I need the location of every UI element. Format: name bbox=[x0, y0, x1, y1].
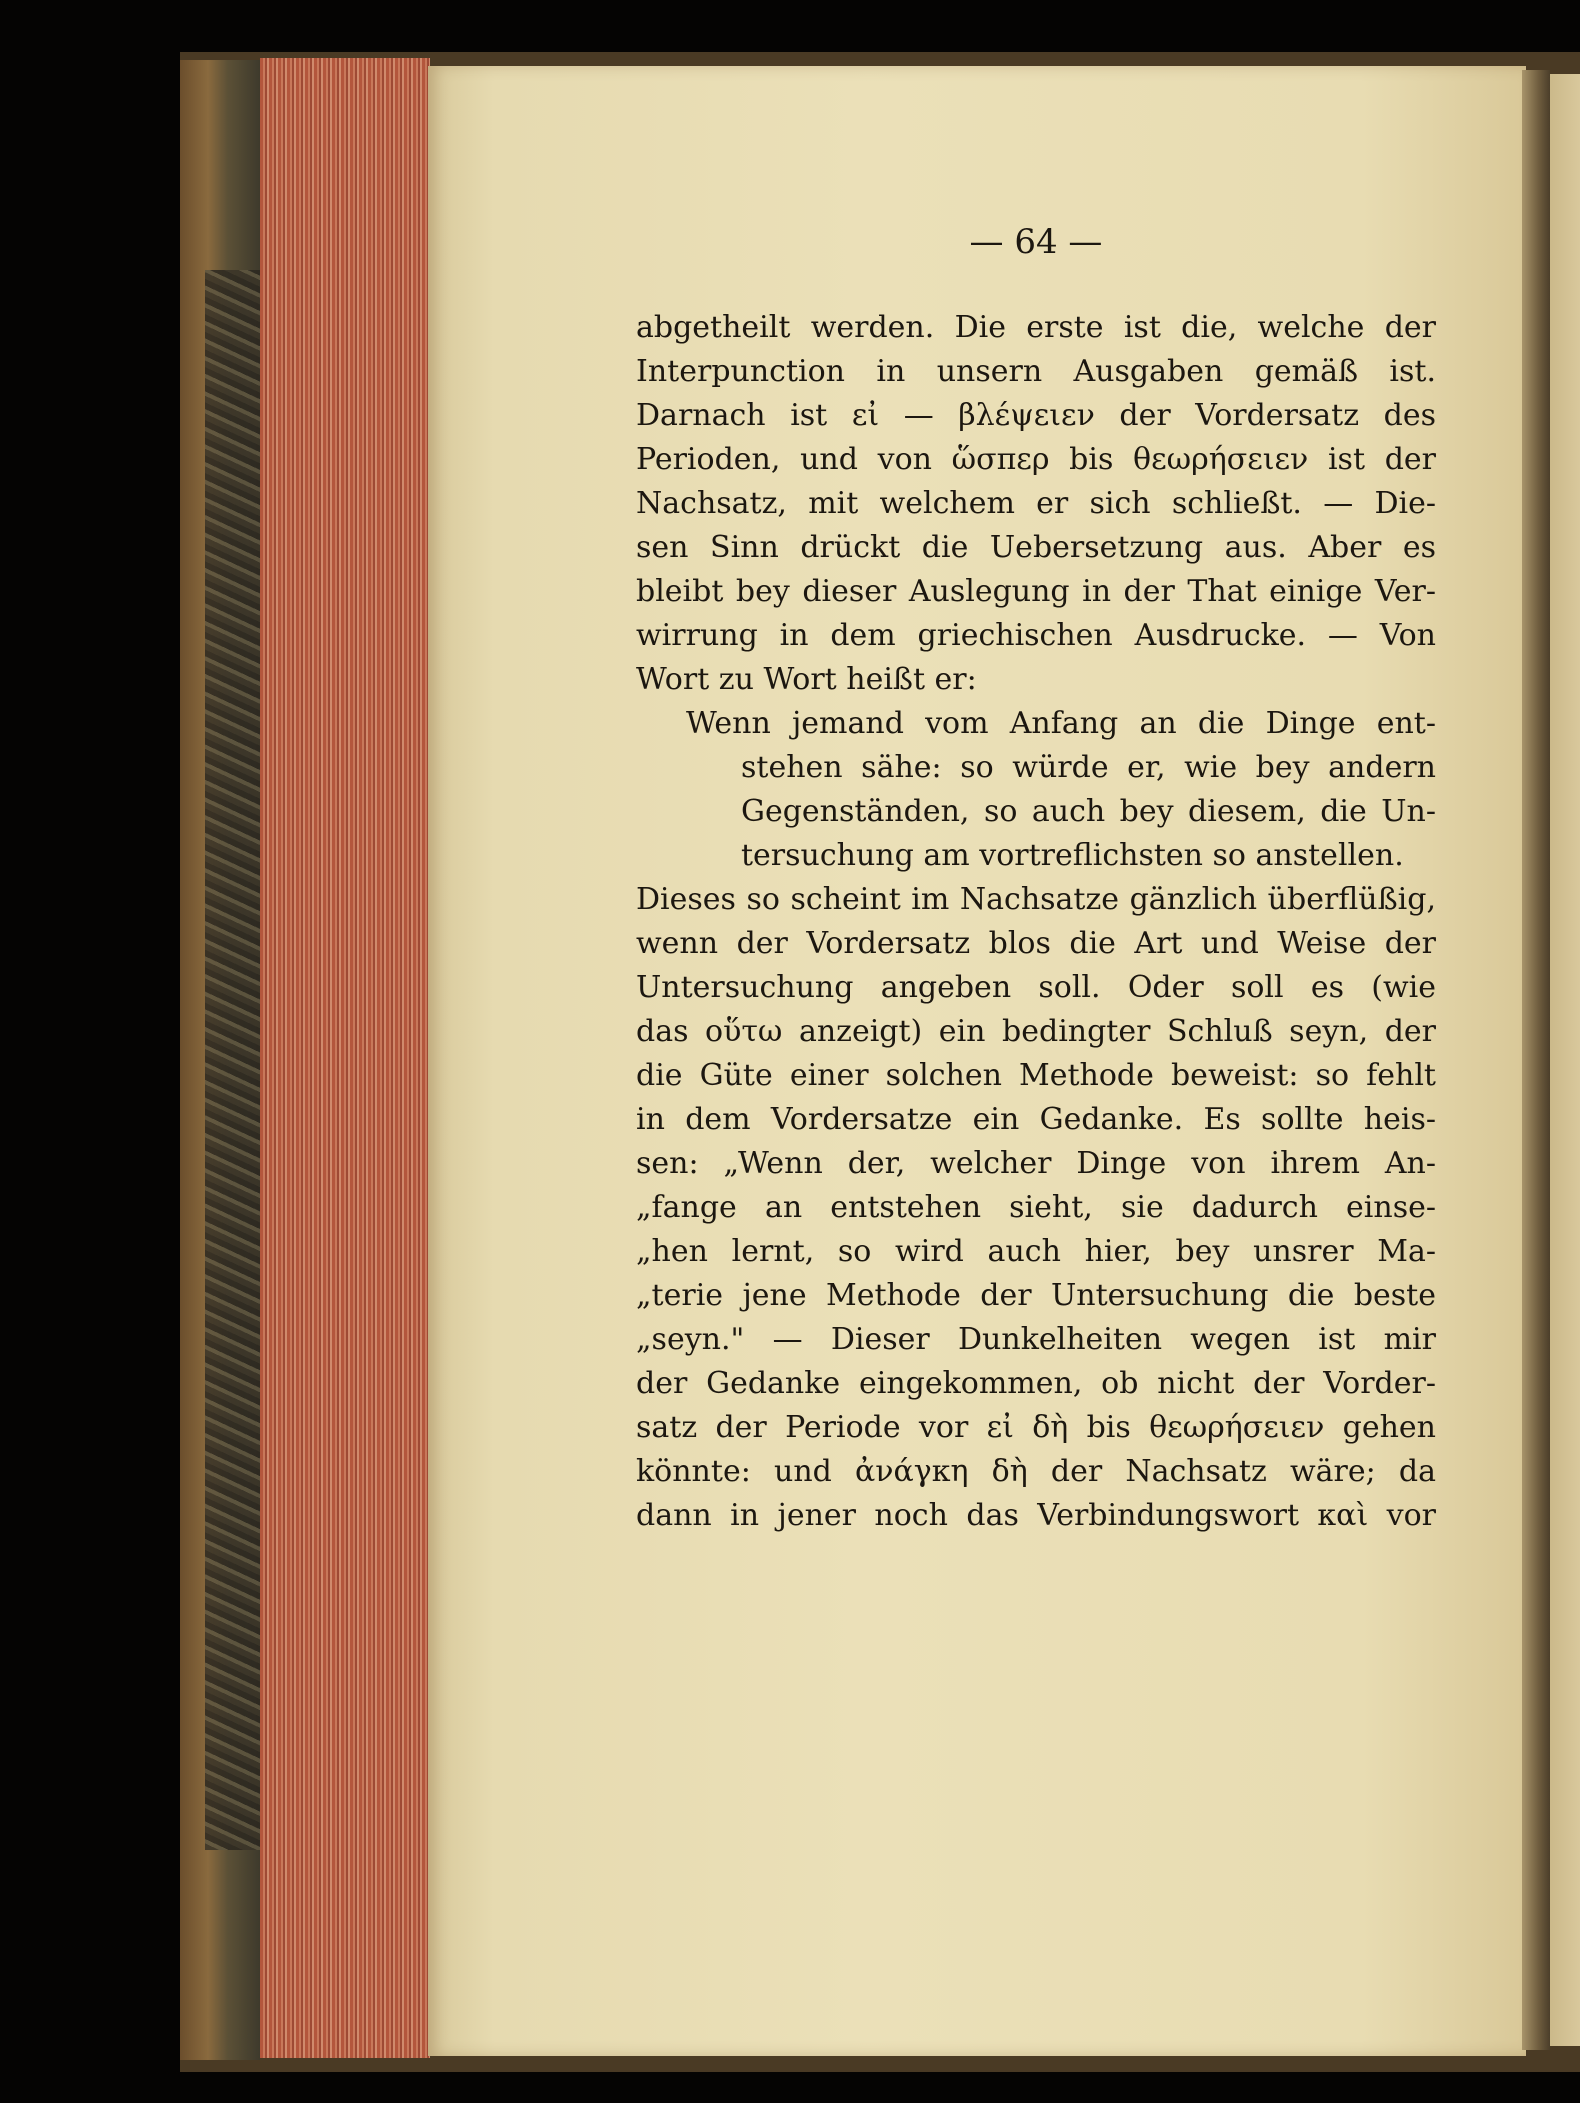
text-line: das οὕτω anzeigt) ein bedingter Schluß seyn, der bbox=[636, 1014, 1436, 1049]
text-line: „hen lernt, so wird auch hier, bey unsrer Ma- bbox=[636, 1234, 1436, 1269]
text-line: wirrung in dem griechischen Ausdrucke. — Von bbox=[636, 618, 1436, 653]
text-line: Nachsatz, mit welchem er sich schließt. — Die- bbox=[636, 486, 1436, 521]
text-line: Wort zu Wort heißt er: bbox=[636, 662, 977, 697]
text-line: die Güte einer solchen Methode beweist: so fehlt bbox=[636, 1058, 1436, 1093]
quote-line: Wenn jemand vom Anfang an die Dinge ent- bbox=[686, 706, 1436, 741]
facing-page-edge bbox=[1550, 74, 1580, 2046]
text-line: „seyn." — Dieser Dunkelheiten wegen ist mir bbox=[636, 1322, 1436, 1357]
text-line: Perioden, und von ὥσπερ bis θεωρήσειεν ist der bbox=[636, 442, 1436, 477]
text-line: wenn der Vordersatz blos die Art und Weise der bbox=[636, 926, 1436, 961]
text-line: sen Sinn drückt die Uebersetzung aus. Aber es bbox=[636, 530, 1436, 565]
marbled-cover bbox=[205, 270, 260, 1850]
text-line: sen: „Wenn der, welcher Dinge von ihrem An- bbox=[636, 1146, 1436, 1181]
text-line: in dem Vordersatze ein Gedanke. Es sollte heis- bbox=[636, 1102, 1436, 1137]
text-line: bleibt bey dieser Auslegung in der That einige Ver- bbox=[636, 574, 1436, 609]
text-line: Dieses so scheint im Nachsatze gänzlich überflüßig, bbox=[636, 882, 1436, 917]
text-line: Darnach ist εἰ — βλέψειεν der Vordersatz des bbox=[636, 398, 1436, 433]
quote-line: stehen sähe: so würde er, wie bey andern bbox=[741, 750, 1436, 785]
text-line: könnte: und ἀνάγκη δὴ der Nachsatz wäre; da bbox=[636, 1454, 1436, 1489]
quote-line: tersuchung am vortreflichsten so anstellen. bbox=[741, 838, 1404, 873]
text-line: „terie jene Methode der Untersuchung die beste bbox=[636, 1278, 1436, 1313]
text-line: „fange an entstehen sieht, sie dadurch einse- bbox=[636, 1190, 1436, 1225]
quote-line: Gegenständen, so auch bey diesem, die Un- bbox=[741, 794, 1436, 829]
text-line: der Gedanke eingekommen, ob nicht der Vorder- bbox=[636, 1366, 1436, 1401]
page-gutter bbox=[1522, 70, 1550, 2050]
text-line: Interpunction in unsern Ausgaben gemäß ist. bbox=[636, 354, 1436, 389]
text-line: dann in jener noch das Verbindungswort καὶ vor bbox=[636, 1498, 1436, 1533]
text-line: satz der Periode vor εἰ δὴ bis θεωρήσειεν gehen bbox=[636, 1410, 1436, 1445]
text-line: abgetheilt werden. Die erste ist die, welche der bbox=[636, 310, 1436, 345]
page-edges bbox=[260, 58, 430, 2058]
page-number: — 64 — bbox=[969, 222, 1103, 262]
text-line: Untersuchung angeben soll. Oder soll es (wie bbox=[636, 970, 1436, 1005]
